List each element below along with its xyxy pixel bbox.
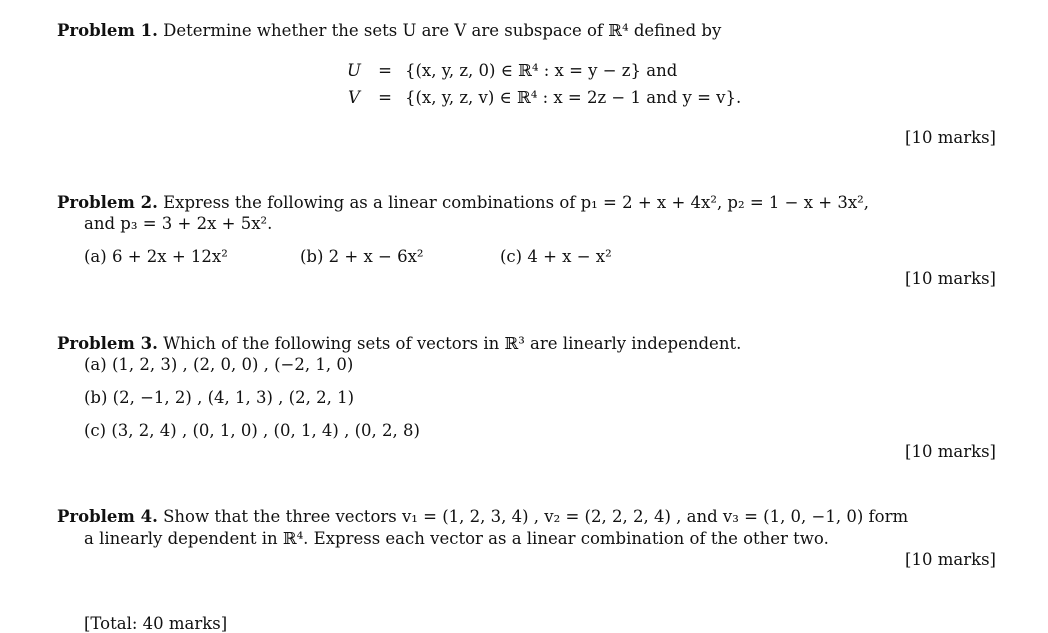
problem-2-marks: [10 marks] xyxy=(905,269,996,288)
total-marks: [Total: 40 marks] xyxy=(84,614,228,633)
problem-2-option-b: (b) 2 + x − 6x² xyxy=(300,247,424,266)
problem-4-text-line2: a linearly dependent in ℝ⁴. Express each vector as a linear combination of the other two. xyxy=(84,529,829,548)
problem-3-option-a: (a) (1, 2, 3) , (2, 0, 0) , (−2, 1, 0) xyxy=(84,355,354,374)
problem-1-statement xyxy=(57,23,721,40)
problem-4-heading: Problem 4. xyxy=(57,507,158,526)
problem-1-text: Determine whether the sets U are V are subspace of ℝ⁴ defined by xyxy=(163,21,722,40)
problem-3-option-b: (b) (2, −1, 2) , (4, 1, 3) , (2, 2, 1) xyxy=(84,388,355,407)
problem-2-text-line2: and p₃ = 3 + 2x + 5x². xyxy=(84,214,273,233)
equation-v xyxy=(343,90,741,107)
equation-u xyxy=(343,63,677,80)
problem-1-marks: [10 marks] xyxy=(905,128,996,147)
problem-2-statement xyxy=(57,195,869,212)
problem-3-text: Which of the following sets of vectors in ℝ³ are linearly independent. xyxy=(163,334,742,353)
problem-3-option-c: (c) (3, 2, 4) , (0, 1, 0) , (0, 1, 4) , (0, 2, 8) xyxy=(84,421,420,440)
equation-u-lhs: U xyxy=(347,61,361,80)
equation-v-rhs: {(x, y, z, v) ∈ ℝ⁴ : x = 2z − 1 and y = v}. xyxy=(405,88,742,107)
problem-3-marks: [10 marks] xyxy=(905,442,996,461)
problem-4-statement xyxy=(57,509,908,526)
problem-3-heading: Problem 3. xyxy=(57,334,158,353)
equation-u-rhs: {(x, y, z, 0) ∈ ℝ⁴ : x = y − z} and xyxy=(405,61,678,80)
problem-2-option-a: (a) 6 + 2x + 12x² xyxy=(84,247,228,266)
problem-2-heading: Problem 2. xyxy=(57,193,158,212)
problem-2-option-c: (c) 4 + x − x² xyxy=(500,247,612,266)
problem-4-marks: [10 marks] xyxy=(905,550,996,569)
problem-1-heading: Problem 1. xyxy=(57,21,158,40)
problem-2-text-line1: Express the following as a linear combinations of p₁ = 2 + x + 4x², p₂ = 1 − x + 3x², xyxy=(163,193,870,212)
problem-4-text-line1: Show that the three vectors v₁ = (1, 2, 3, 4) , v₂ = (2, 2, 2, 4) , and v₃ = (1, 0, −1, 0) form xyxy=(163,507,909,526)
equation-v-lhs: V xyxy=(348,88,360,107)
problem-3-statement xyxy=(57,336,741,353)
equation-v-rel: = xyxy=(378,88,392,107)
equation-u-rel: = xyxy=(378,61,392,80)
